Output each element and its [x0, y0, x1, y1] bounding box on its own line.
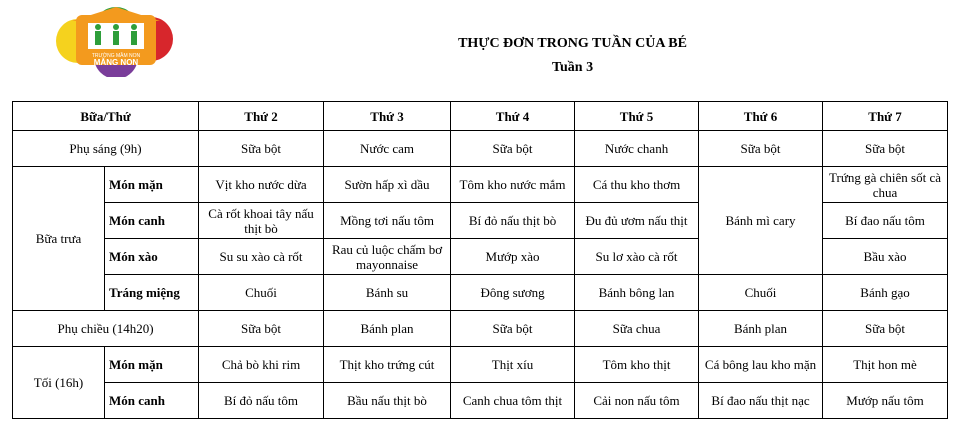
menu-cell: Cà rốt khoai tây nấu thịt bò: [199, 203, 324, 239]
menu-cell: Su lơ xào cà rốt: [575, 239, 699, 275]
day-header: Thứ 2: [199, 102, 324, 131]
menu-cell: Tôm kho nước mắm: [451, 167, 575, 203]
meal-label: Phụ chiều (14h20): [13, 311, 199, 347]
menu-cell: Cá thu kho thơm: [575, 167, 699, 203]
menu-cell: Trứng gà chiên sốt cà chua: [823, 167, 948, 203]
menu-cell: Bầu xào: [823, 239, 948, 275]
table-row-phu-chieu: [13, 311, 948, 347]
dish-type-label: Món canh: [105, 203, 199, 239]
day-header: Thứ 6: [699, 102, 823, 131]
menu-cell: Đông sương: [451, 275, 575, 311]
menu-cell: Thịt hon mè: [823, 347, 948, 383]
dish-type-label: Món xào: [105, 239, 199, 275]
menu-cell: Sữa bột: [451, 311, 575, 347]
weekly-menu-table: [12, 101, 948, 419]
day-header: Thứ 3: [324, 102, 451, 131]
day-header: Thứ 4: [451, 102, 575, 131]
menu-cell: Chả bò khi rim: [199, 347, 324, 383]
menu-cell: Canh chua tôm thịt: [451, 383, 575, 419]
table-header-row: [13, 102, 948, 131]
menu-cell: Chuối: [199, 275, 324, 311]
menu-cell: Nước cam: [324, 131, 451, 167]
menu-cell: Bánh plan: [324, 311, 451, 347]
menu-cell: Mồng tơi nấu tôm: [324, 203, 451, 239]
dish-type-label: Món mặn: [105, 347, 199, 383]
table-row-trua-trang-mieng: [13, 275, 948, 311]
menu-cell: Chuối: [699, 275, 823, 311]
menu-cell: Sườn hấp xì dầu: [324, 167, 451, 203]
corner-header: Bữa/Thứ: [13, 102, 199, 131]
day-header: Thứ 7: [823, 102, 948, 131]
menu-cell: Bí đỏ nấu tôm: [199, 383, 324, 419]
table-row-toi-mon-canh: [13, 383, 948, 419]
menu-cell: Thịt kho trứng cút: [324, 347, 451, 383]
table-row-phu-sang: [13, 131, 948, 167]
menu-cell: Bí đỏ nấu thịt bò: [451, 203, 575, 239]
school-logo: [54, 7, 177, 77]
menu-cell: Su su xào cà rốt: [199, 239, 324, 275]
menu-cell: Vịt kho nước dừa: [199, 167, 324, 203]
menu-cell: Rau củ luộc chấm bơ mayonnaise: [324, 239, 451, 275]
table-row-toi-mon-man: [13, 347, 948, 383]
menu-cell: Mướp nấu tôm: [823, 383, 948, 419]
table-row-trua-mon-man: [13, 167, 948, 203]
dish-type-label: Món mặn: [105, 167, 199, 203]
menu-cell: Sữa bột: [823, 311, 948, 347]
meal-label: Phụ sáng (9h): [13, 131, 199, 167]
menu-cell: Sữa bột: [199, 131, 324, 167]
menu-cell: Đu đủ ươm nấu thịt: [575, 203, 699, 239]
menu-cell: Mướp xào: [451, 239, 575, 275]
menu-cell: Bầu nấu thịt bò: [324, 383, 451, 419]
logo-text-main: MĂNG NON: [93, 58, 139, 67]
menu-cell: Cải non nấu tôm: [575, 383, 699, 419]
page-title: THỰC ĐƠN TRONG TUẦN CỦA BÉ: [458, 36, 687, 51]
menu-cell: Sữa bột: [699, 131, 823, 167]
menu-cell: Bí đao nấu thịt nạc: [699, 383, 823, 419]
dish-type-label: Tráng miệng: [105, 275, 199, 311]
logo-text-top: TRƯỜNG MẦM NON: [91, 53, 141, 59]
logo-roof: [72, 7, 160, 21]
menu-cell: Sữa bột: [451, 131, 575, 167]
meal-label: Tối (16h): [13, 347, 105, 419]
menu-cell: Bánh bông lan: [575, 275, 699, 311]
meal-label: Bữa trưa: [13, 167, 105, 311]
menu-cell: Thịt xíu: [451, 347, 575, 383]
page-subtitle: Tuần 3: [551, 60, 594, 75]
menu-cell: Sữa chua: [575, 311, 699, 347]
dish-type-label: Món canh: [105, 383, 199, 419]
menu-cell: Sữa bột: [823, 131, 948, 167]
menu-cell: Tôm kho thịt: [575, 347, 699, 383]
menu-cell: Bánh su: [324, 275, 451, 311]
menu-cell: Nước chanh: [575, 131, 699, 167]
menu-cell: Sữa bột: [199, 311, 324, 347]
menu-cell-combined: Bánh mì cary: [699, 167, 823, 275]
menu-cell: Bí đao nấu tôm: [823, 203, 948, 239]
menu-cell: Cá bông lau kho mặn: [699, 347, 823, 383]
day-header: Thứ 5: [575, 102, 699, 131]
menu-cell: Bánh gạo: [823, 275, 948, 311]
menu-cell: Bánh plan: [699, 311, 823, 347]
